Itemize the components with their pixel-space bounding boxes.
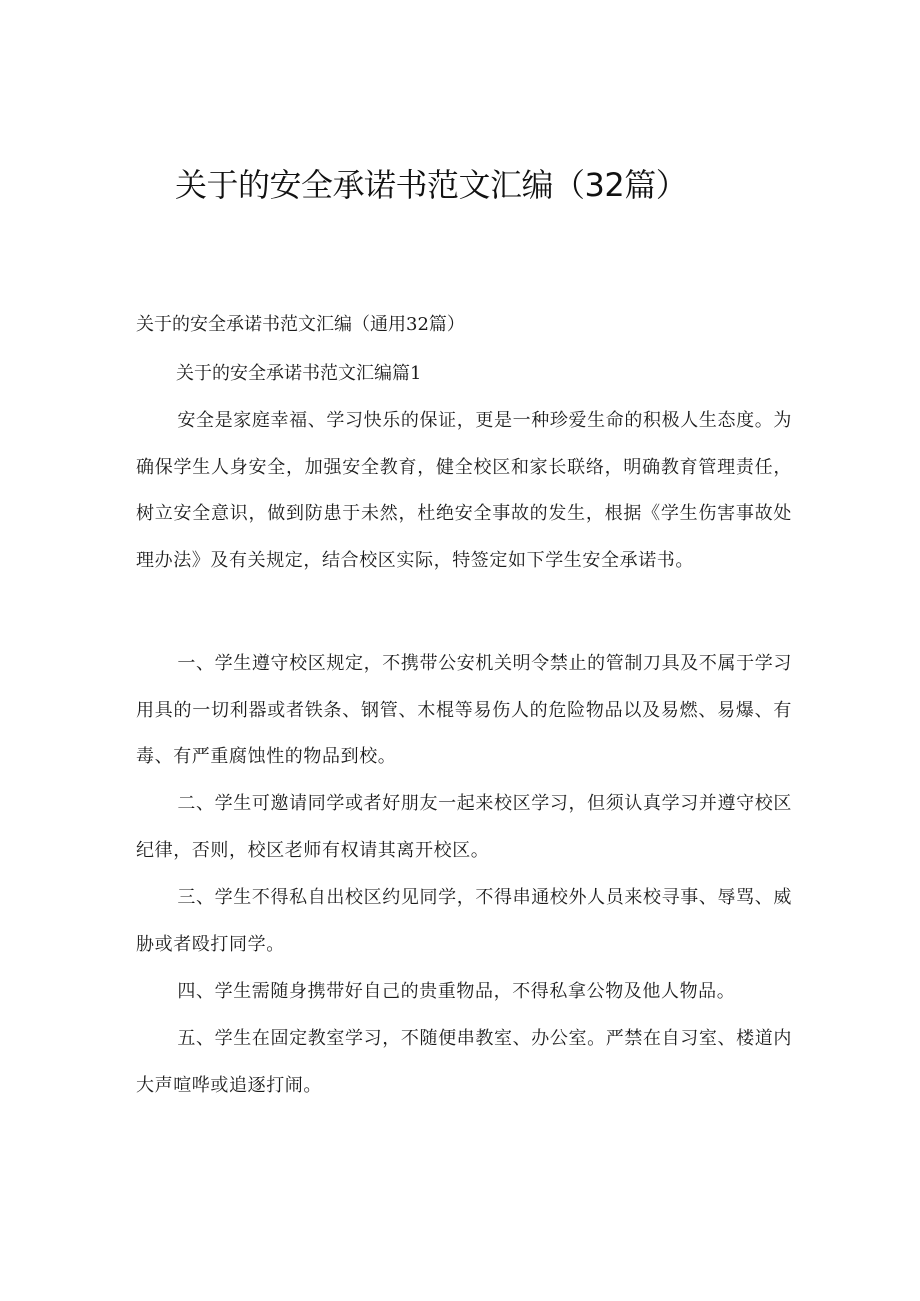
paragraph-rule-2: 二、学生可邀请同学或者好朋友一起来校区学习，但须认真学习并遵守校区纪律，否则，校区老师有权请其离开校区。 — [136, 793, 792, 861]
paragraph-rule-1: 一、学生遵守校区规定，不携带公安机关明令禁止的管制刀具及不属于学习用具的一切利器或者铁条、钢管、木棍等易伤人的危险物品以及易燃、易爆、有毒、有严重腐蚀性的物品到校。 — [136, 653, 792, 767]
paragraph-rule-5: 五、学生在固定教室学习，不随便串教室、办公室。严禁在自习室、楼道内大声喧哗或追逐打闹。 — [136, 1028, 792, 1096]
document-title: 关于的安全承诺书范文汇编（32篇） — [175, 166, 688, 204]
paragraph-rule-4: 四、学生需随身携带好自己的贵重物品，不得私拿公物及他人物品。 — [177, 981, 736, 1002]
paragraph-rule-3: 三、学生不得私自出校区约见同学，不得串通校外人员来校寻事、辱骂、威胁或者殴打同学。 — [136, 887, 792, 955]
paragraph-intro: 安全是家庭幸福、学习快乐的保证，更是一种珍爱生命的积极人生态度。为确保学生人身安全，加强安全教育，健全校区和家长联络，明确教育管理责任，树立安全意识，做到防患于未然，杜绝安全事故的发生，根据《学生伤害事故处理办法》及有关规定，结合校区实际，特签定如下学生安全承诺书。 — [136, 410, 792, 571]
section-heading: 关于的安全承诺书范文汇编篇1 — [176, 363, 422, 384]
document-subtitle: 关于的安全承诺书范文汇编（通用32篇） — [136, 314, 465, 335]
